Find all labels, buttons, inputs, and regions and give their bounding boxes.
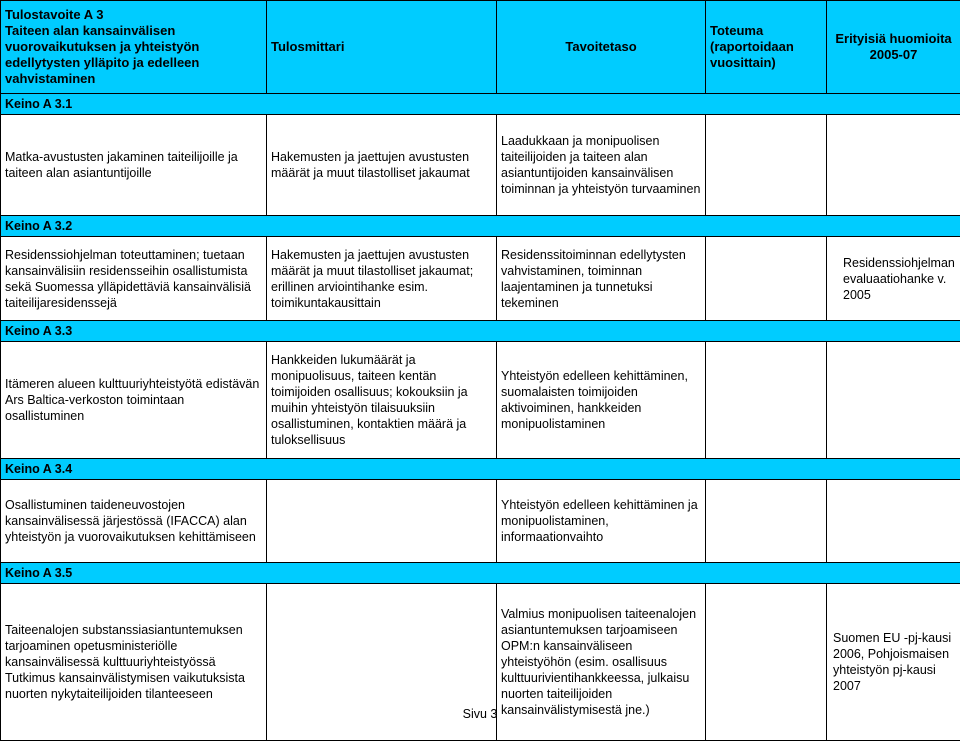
header-notes	[827, 1, 960, 94]
section-label-row	[1, 94, 960, 115]
header-metric	[267, 1, 497, 94]
metric-cell: Hakemusten ja jaettujen avustusten määrät ja muut tilastolliset jakaumat; erillinen arviointihanke esim. toimikuntakausittain	[267, 237, 497, 321]
section-label: Keino A 3.4	[1, 459, 960, 480]
target-cell: Yhteistyön edelleen kehittäminen ja monipuolistaminen, informaationvaihto	[497, 480, 706, 563]
note-cell: Suomen EU -pj-kausi 2006, Pohjoismaisen yhteistyön pj-kausi 2007	[827, 584, 960, 741]
metric-cell: Hakemusten ja jaettujen avustusten määrät ja muut tilastolliset jakaumat	[267, 115, 497, 216]
section-label-row	[1, 216, 960, 237]
target-cell: Valmius monipuolisen taiteenalojen asiantuntemuksen tarjoamiseen OPM:n kansainväliseen yhteistyöhön (esim. osallisuus kulttuurivientihankkeessa, julkaisu nuorten taiteilijoiden kansainvälistymisestä jne.)	[497, 584, 706, 741]
section-label: Keino A 3.5	[1, 563, 960, 584]
actual-cell	[706, 237, 827, 321]
actual-cell	[706, 342, 827, 459]
table-row	[1, 115, 960, 216]
metric-cell	[267, 480, 497, 563]
target-cell: Laadukkaan ja monipuolisen taiteilijoiden ja taiteen alan asiantuntijoiden kansainvälisen toiminnan ja yhteistyön turvaaminen	[497, 115, 706, 216]
page-number: Sivu 3	[0, 707, 960, 721]
header-notes-text: Erityisiä huomioita 2005-07	[835, 31, 951, 62]
table-row	[1, 342, 960, 459]
note-cell: Residenssiohjelman evaluaatiohanke v. 2005	[827, 237, 960, 321]
goal-cell: Taiteenalojen substanssiasiantuntemuksen tarjoaminen opetusministeriölle kansainvälisessä kulttuuriyhteistyössä Tutkimus kansainvälistymisen vaikutuksista nuorten nykytaiteilijoiden tilanteeseen	[1, 584, 267, 741]
header-goal-text: Tulostavoite A 3 Taiteen alan kansainvälisen vuorovaikutuksen ja yhteistyön edellytysten ylläpito ja edelleen vahvistaminen	[5, 7, 199, 86]
table-row	[1, 480, 960, 563]
metric-cell: Hankkeiden lukumäärät ja monipuolisuus, taiteen kentän toimijoiden osallisuus; kokouksiin ja muihin yhteistyön tilaisuuksiin osallistuminen, kontaktien määrä ja tuloksellisuus	[267, 342, 497, 459]
target-cell: Residenssitoiminnan edellytysten vahvistaminen, toiminnan laajentaminen ja tunnetuksi tekeminen	[497, 237, 706, 321]
actual-cell	[706, 115, 827, 216]
table-row	[1, 237, 960, 321]
header-target-text: Tavoitetaso	[565, 39, 636, 54]
header-row	[1, 1, 960, 94]
section-label: Keino A 3.1	[1, 94, 960, 115]
goal-cell: Matka-avustusten jakaminen taiteilijoille ja taiteen alan asiantuntijoille	[1, 115, 267, 216]
target-cell: Yhteistyön edelleen kehittäminen, suomalaisten toimijoiden aktivoiminen, hankkeiden monipuolistaminen	[497, 342, 706, 459]
note-cell	[827, 480, 960, 563]
header-actual	[706, 1, 827, 94]
section-label-row	[1, 321, 960, 342]
header-metric-text: Tulosmittari	[271, 39, 344, 54]
note-cell	[827, 115, 960, 216]
note-cell	[827, 342, 960, 459]
section-label: Keino A 3.3	[1, 321, 960, 342]
section-label-row	[1, 459, 960, 480]
goal-cell: Itämeren alueen kulttuuriyhteistyötä edistävän Ars Baltica-verkoston toimintaan osallistuminen	[1, 342, 267, 459]
actual-cell	[706, 480, 827, 563]
section-label: Keino A 3.2	[1, 216, 960, 237]
goal-cell: Residenssiohjelman toteuttaminen; tuetaan kansainvälisiin residensseihin osallistumista sekä Suomessa ylläpidettäviä kansainvälisiä taiteilijaresidenssejä	[1, 237, 267, 321]
header-goal	[1, 1, 267, 94]
section-label-row	[1, 563, 960, 584]
header-target	[497, 1, 706, 94]
header-actual-text: Toteuma (raportoidaan vuosittain)	[710, 23, 794, 70]
goal-cell: Osallistuminen taideneuvostojen kansainvälisessä järjestössä (IFACCA) alan yhteistyön ja vuorovaikutuksen kehittämiseen	[1, 480, 267, 563]
